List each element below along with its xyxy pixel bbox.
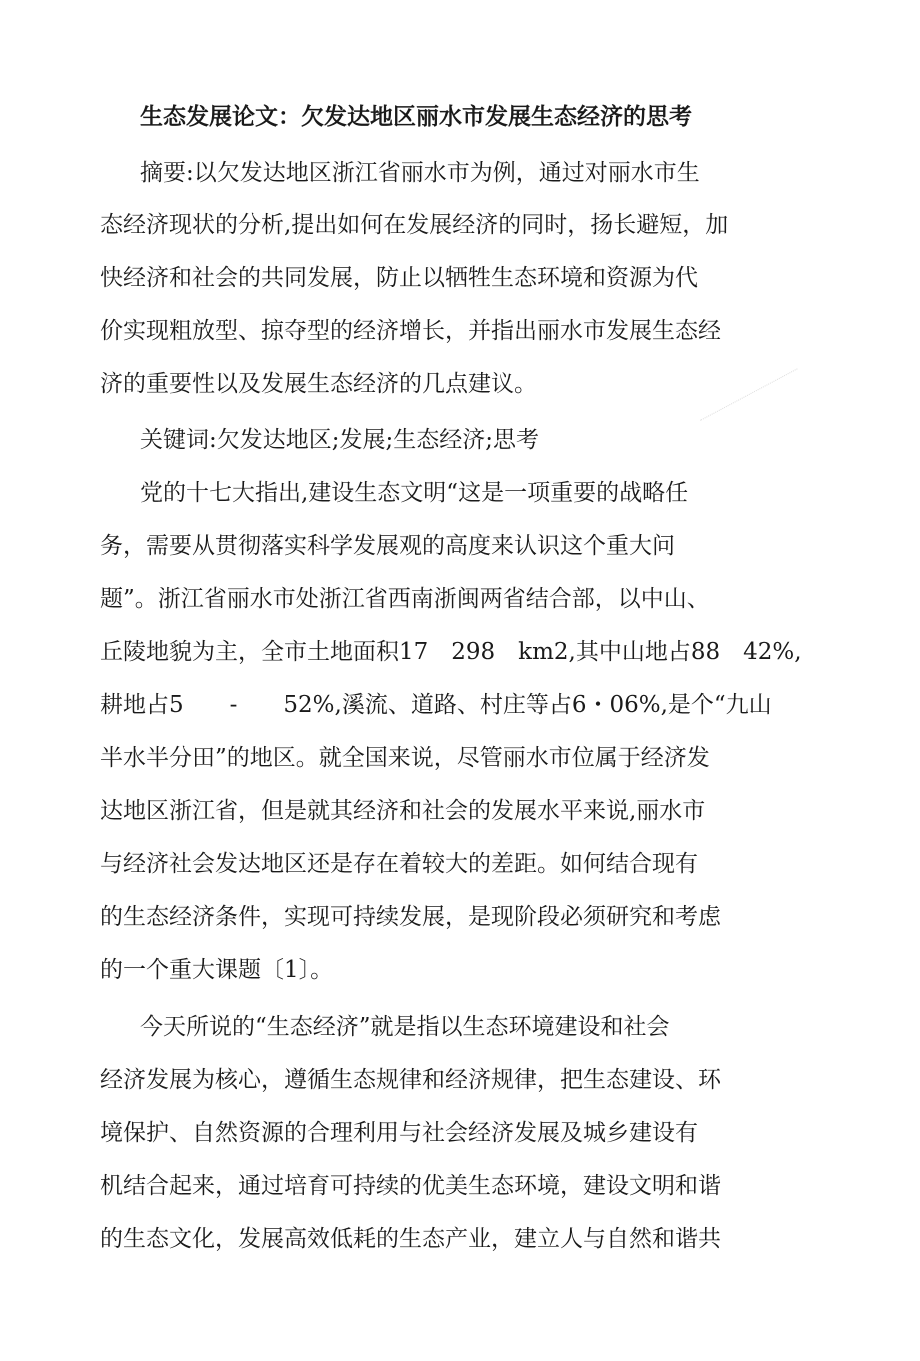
abstract-line-5: 济的重要性以及发展生态经济的几点建议。 xyxy=(100,371,537,397)
paragraph1-line-8: 与经济社会发达地区还是存在着较大的差距。如何结合现有 xyxy=(100,851,698,877)
paragraph1-line-9: 的生态经济条件，实现可持续发展，是现阶段必须研究和考虑 xyxy=(100,904,721,930)
abstract-line-2: 态经济现状的分析,提出如何在发展经济的同时，扬长避短，加 xyxy=(100,212,729,238)
paragraph1-line-1: 党的十七大指出,建设生态文明“这是一项重要的战略任 xyxy=(140,480,689,506)
document-title: 生态发展论文：欠发达地区丽水市发展生态经济的思考 xyxy=(140,103,692,130)
abstract-line-3: 快经济和社会的共同发展，防止以牺牲生态环境和资源为代 xyxy=(100,265,698,291)
paragraph1-line-3: 题”。浙江省丽水市处浙江省西南浙闽两省结合部，以中山、 xyxy=(100,586,710,612)
paragraph2-line-2: 经济发展为核心，遵循生态规律和经济规律，把生态建设、环 xyxy=(100,1067,721,1093)
scan-artifact-line xyxy=(700,368,798,421)
paragraph1-line-2: 务，需要从贯彻落实科学发展观的高度来认识这个重大问 xyxy=(100,533,675,559)
paragraph2-line-5: 的生态文化，发展高效低耗的生态产业，建立人与自然和谐共 xyxy=(100,1226,721,1252)
paragraph1-line-6: 半水半分田”的地区。就全国来说，尽管丽水市位属于经济发 xyxy=(100,745,710,771)
paragraph2-line-4: 机结合起来，通过培育可持续的优美生态环境，建设文明和谐 xyxy=(100,1173,721,1199)
paragraph2-line-3: 境保护、自然资源的合理利用与社会经济发展及城乡建设有 xyxy=(100,1120,698,1146)
abstract-line-4: 价实现粗放型、掠夺型的经济增长，并指出丽水市发展生态经 xyxy=(100,318,721,344)
paragraph2-line-1: 今天所说的“生态经济”就是指以生态环境建设和社会 xyxy=(140,1014,670,1040)
keywords-line: 关键词:欠发达地区;发展;生态经济;思考 xyxy=(140,427,539,453)
paragraph1-line-5: 耕地占5 - 52%,溪流、道路、村庄等占6・06%,是个“九山 xyxy=(100,692,772,718)
paragraph1-line-4: 丘陵地貌为主，全市土地面积17 298 km2,其中山地占88 42%, xyxy=(100,639,802,665)
abstract-line-1: 摘要:以欠发达地区浙江省丽水市为例，通过对丽水市生 xyxy=(140,160,700,186)
paragraph1-line-10: 的一个重大课题〔1〕。 xyxy=(100,957,334,983)
paragraph1-line-7: 达地区浙江省，但是就其经济和社会的发展水平来说,丽水市 xyxy=(100,798,706,824)
